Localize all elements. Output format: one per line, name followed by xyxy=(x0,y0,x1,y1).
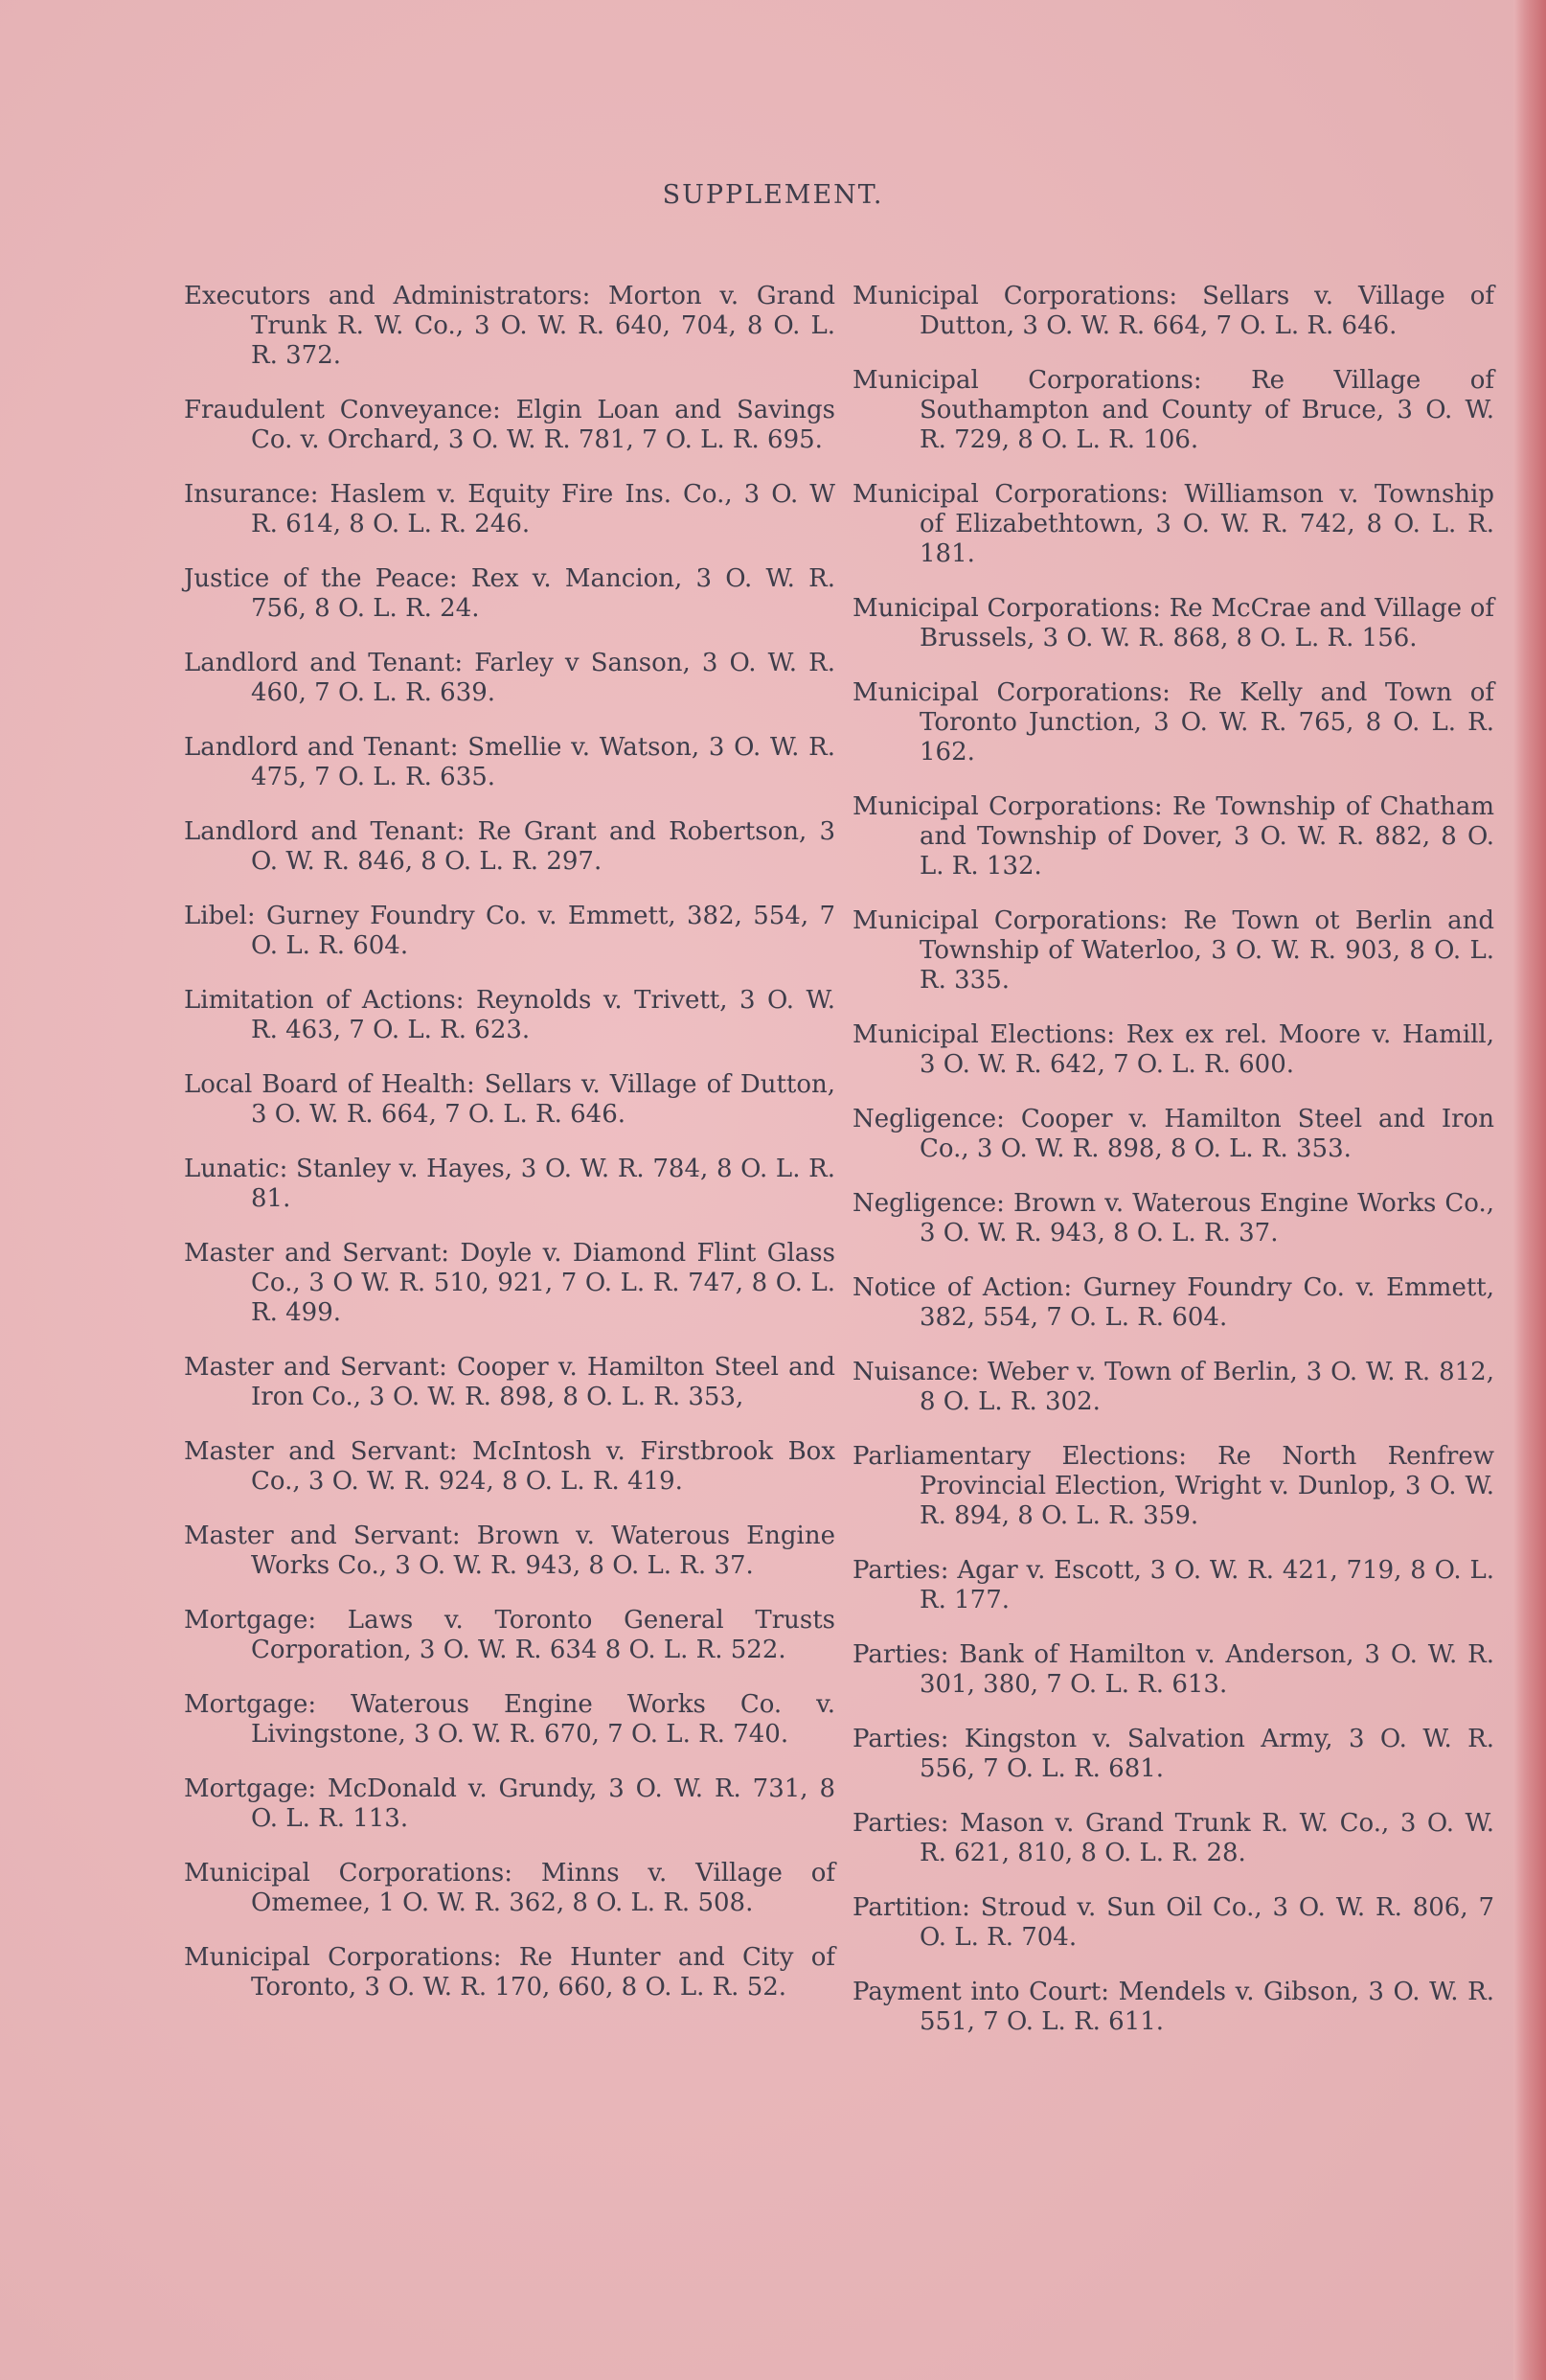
index-entry: Parties: Mason v. Grand Trunk R. W. Co., 3 O. W. R. 621, 810, 8 O. L. R. 28. xyxy=(853,1809,1494,1867)
index-entry: Parliamentary Elections: Re North Renfrew Provincial Election, Wright v. Dunlop, 3 O. W. R. 894, 8 O. L. R. 359. xyxy=(853,1442,1494,1530)
index-entry: Mortgage: Waterous Engine Works Co. v. Livingstone, 3 O. W. R. 670, 7 O. L. R. 740. xyxy=(184,1690,835,1749)
index-entry: Master and Servant: Cooper v. Hamilton Steel and Iron Co., 3 O. W. R. 898, 8 O. L. R. 353, xyxy=(184,1353,835,1411)
index-entry: Negligence: Brown v. Waterous Engine Works Co., 3 O. W. R. 943, 8 O. L. R. 37. xyxy=(853,1189,1494,1247)
index-entry: Libel: Gurney Foundry Co. v. Emmett, 382, 554, 7 O. L. R. 604. xyxy=(184,902,835,960)
index-entry: Municipal Corporations: Re Kelly and Town of Toronto Junction, 3 O. W. R. 765, 8 O. L. R. 162. xyxy=(853,678,1494,767)
index-entry: Mortgage: McDonald v. Grundy, 3 O. W. R. 731, 8 O. L. R. 113. xyxy=(184,1774,835,1833)
index-entry: Parties: Kingston v. Salvation Army, 3 O. W. R. 556, 7 O. L. R. 681. xyxy=(853,1725,1494,1783)
index-entry: Limitation of Actions: Reynolds v. Trivett, 3 O. W. R. 463, 7 O. L. R. 623. xyxy=(184,986,835,1044)
index-entry: Payment into Court: Mendels v. Gibson, 3 O. W. R. 551, 7 O. L. R. 611. xyxy=(853,1978,1494,2036)
index-entry: Municipal Corporations: Re Village of Southampton and County of Bruce, 3 O. W. R. 729, 8 O. L. R. 106. xyxy=(853,366,1494,454)
page-edge xyxy=(1513,0,1546,2380)
left-column xyxy=(184,257,835,2026)
index-entry: Master and Servant: Doyle v. Diamond Flint Glass Co., 3 O W. R. 510, 921, 7 O. L. R. 747, 8 O. L. R. 499. xyxy=(184,1239,835,1327)
index-entry: Lunatic: Stanley v. Hayes, 3 O. W. R. 784, 8 O. L. R. 81. xyxy=(184,1155,835,1213)
index-entry: Municipal Corporations: Re Hunter and City of Toronto, 3 O. W. R. 170, 660, 8 O. L. R. 52. xyxy=(184,1943,835,2002)
index-entry: Parties: Bank of Hamilton v. Anderson, 3 O. W. R. 301, 380, 7 O. L. R. 613. xyxy=(853,1640,1494,1699)
index-entry: Master and Servant: McIntosh v. Firstbrook Box Co., 3 O. W. R. 924, 8 O. L. R. 419. xyxy=(184,1437,835,1496)
right-column xyxy=(853,257,1494,2061)
index-entry: Municipal Elections: Rex ex rel. Moore v. Hamill, 3 O. W. R. 642, 7 O. L. R. 600. xyxy=(853,1020,1494,1079)
index-entry: Mortgage: Laws v. Toronto General Trusts Corporation, 3 O. W. R. 634 8 O. L. R. 522. xyxy=(184,1606,835,1664)
index-entry: Municipal Corporations: Sellars v. Village of Dutton, 3 O. W. R. 664, 7 O. L. R. 646. xyxy=(853,282,1494,340)
index-entry: Local Board of Health: Sellars v. Village of Dutton, 3 O. W. R. 664, 7 O. L. R. 646. xyxy=(184,1070,835,1129)
page-header: SUPPLEMENT. xyxy=(662,180,884,210)
index-entry: Nuisance: Weber v. Town of Berlin, 3 O. W. R. 812, 8 O. L. R. 302. xyxy=(853,1358,1494,1416)
index-entry: Executors and Administrators: Morton v. Grand Trunk R. W. Co., 3 O. W. R. 640, 704, 8 O. L. R. 372. xyxy=(184,282,835,370)
index-entry: Landlord and Tenant: Smellie v. Watson, 3 O. W. R. 475, 7 O. L. R. 635. xyxy=(184,733,835,791)
index-entry: Master and Servant: Brown v. Waterous Engine Works Co., 3 O. W. R. 943, 8 O. L. R. 37. xyxy=(184,1522,835,1580)
index-entry: Insurance: Haslem v. Equity Fire Ins. Co., 3 O. W R. 614, 8 O. L. R. 246. xyxy=(184,480,835,538)
index-entry: Landlord and Tenant: Re Grant and Robertson, 3 O. W. R. 846, 8 O. L. R. 297. xyxy=(184,817,835,876)
index-entry: Municipal Corporations: Williamson v. Township of Elizabethtown, 3 O. W. R. 742, 8 O. L. R. 181. xyxy=(853,480,1494,568)
index-entry: Justice of the Peace: Rex v. Mancion, 3 O. W. R. 756, 8 O. L. R. 24. xyxy=(184,564,835,623)
index-entry: Partition: Stroud v. Sun Oil Co., 3 O. W. R. 806, 7 O. L. R. 704. xyxy=(853,1893,1494,1952)
index-entry: Municipal Corporations: Re Township of Chatham and Township of Dover, 3 O. W. R. 882, 8 O. L. R. 132. xyxy=(853,792,1494,881)
index-entry: Parties: Agar v. Escott, 3 O. W. R. 421, 719, 8 O. L. R. 177. xyxy=(853,1556,1494,1614)
index-entry: Notice of Action: Gurney Foundry Co. v. Emmett, 382, 554, 7 O. L. R. 604. xyxy=(853,1273,1494,1332)
index-entry: Municipal Corporations: Re Town ot Berlin and Township of Waterloo, 3 O. W. R. 903, 8 O. L. R. 335. xyxy=(853,906,1494,995)
index-entry: Fraudulent Conveyance: Elgin Loan and Savings Co. v. Orchard, 3 O. W. R. 781, 7 O. L. R. 695. xyxy=(184,396,835,454)
index-entry: Negligence: Cooper v. Hamilton Steel and Iron Co., 3 O. W. R. 898, 8 O. L. R. 353. xyxy=(853,1105,1494,1163)
index-entry: Municipal Corporations: Minns v. Village of Omemee, 1 O. W. R. 362, 8 O. L. R. 508. xyxy=(184,1859,835,1917)
index-entry: Municipal Corporations: Re McCrae and Village of Brussels, 3 O. W. R. 868, 8 O. L. R. 156. xyxy=(853,594,1494,652)
index-entry: Landlord and Tenant: Farley v Sanson, 3 O. W. R. 460, 7 O. L. R. 639. xyxy=(184,649,835,707)
